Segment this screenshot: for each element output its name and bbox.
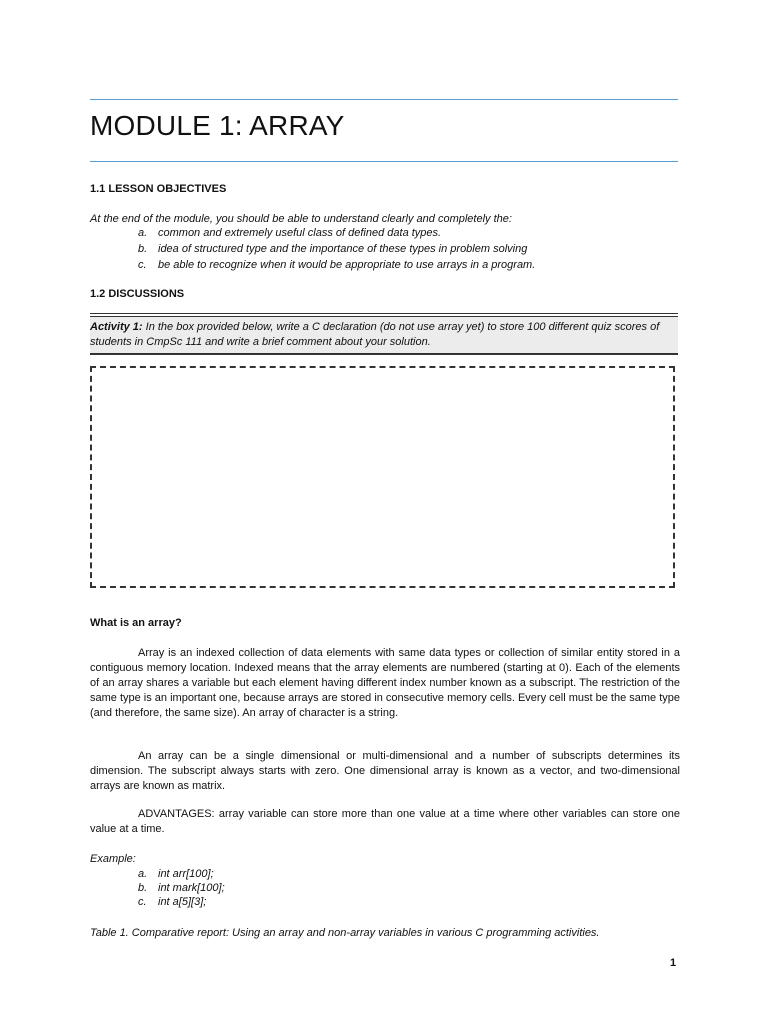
- title-top-rule: [90, 99, 678, 100]
- section-heading-what-is-array: What is an array?: [90, 617, 182, 629]
- list-item-text: int a[5][3];: [158, 896, 207, 908]
- list-item-text: idea of structured type and the importance of these types in problem solving: [158, 243, 528, 255]
- activity-prompt: [90, 317, 678, 355]
- list-marker: a.: [138, 227, 148, 239]
- list-item: [90, 895, 490, 909]
- list-item-text: common and extremely useful class of defined data types.: [158, 227, 442, 239]
- activity-top-rule: [90, 313, 678, 314]
- list-item: [90, 242, 680, 258]
- paragraph-definition: Array is an indexed collection of data elements with same data types or collection of similar entity stored in a contiguous memory location. Indexed means that the array elements are numbered (starting at 0). Each of the elements of an array shares a variable but each element having different index number known as a subscript. The restriction of the same type is an important one, because arrays are stored in consecutive memory cells. Every cell must be the same type (and therefore, the same size). An array of character is a string.: [90, 647, 680, 719]
- objectives-list: [90, 226, 680, 274]
- list-marker: c.: [138, 896, 147, 908]
- list-item: [90, 867, 490, 881]
- example-list: [90, 867, 490, 909]
- list-item: [90, 881, 490, 895]
- list-marker: a.: [138, 868, 148, 880]
- objectives-intro: At the end of the module, you should be able to understand clearly and completely the:: [90, 213, 512, 225]
- example-label: Example:: [90, 853, 136, 865]
- activity-block: [90, 313, 678, 355]
- list-item: [90, 226, 680, 242]
- list-marker: c.: [138, 259, 147, 271]
- paragraph-dimensions: An array can be a single dimensional or multi-dimensional and a number of subscripts determines its dimension. The subscript always starts with zero. One dimensional array is known as a vector, and two-dimensional arrays are known as matrix.: [90, 750, 680, 792]
- table-caption: Table 1. Comparative report: Using an array and non-array variables in various C programming activities.: [90, 927, 600, 939]
- title-bottom-rule: [90, 161, 678, 162]
- list-item-text: int arr[100];: [158, 868, 214, 880]
- list-marker: b.: [138, 243, 148, 255]
- paragraph-advantages: ADVANTAGES: array variable can store more than one value at a time where other variables can store one value at a time.: [90, 808, 680, 835]
- page-title: MODULE 1: ARRAY: [90, 110, 345, 141]
- list-item: [90, 258, 680, 274]
- answer-box[interactable]: [90, 366, 675, 588]
- list-marker: b.: [138, 882, 148, 894]
- activity-label: Activity 1:: [90, 321, 143, 333]
- activity-text: In the box provided below, write a C declaration (do not use array yet) to store 100 different quiz scores of students in CmpSc 111 and write a brief comment about your solution.: [90, 321, 660, 348]
- list-item-text: be able to recognize when it would be appropriate to use arrays in a program.: [158, 259, 536, 271]
- list-item-text: int mark[100];: [158, 882, 225, 894]
- section-heading-objectives: 1.1 LESSON OBJECTIVES: [90, 183, 227, 195]
- page-number: 1: [670, 957, 677, 969]
- section-heading-discussions: 1.2 DISCUSSIONS: [90, 288, 185, 300]
